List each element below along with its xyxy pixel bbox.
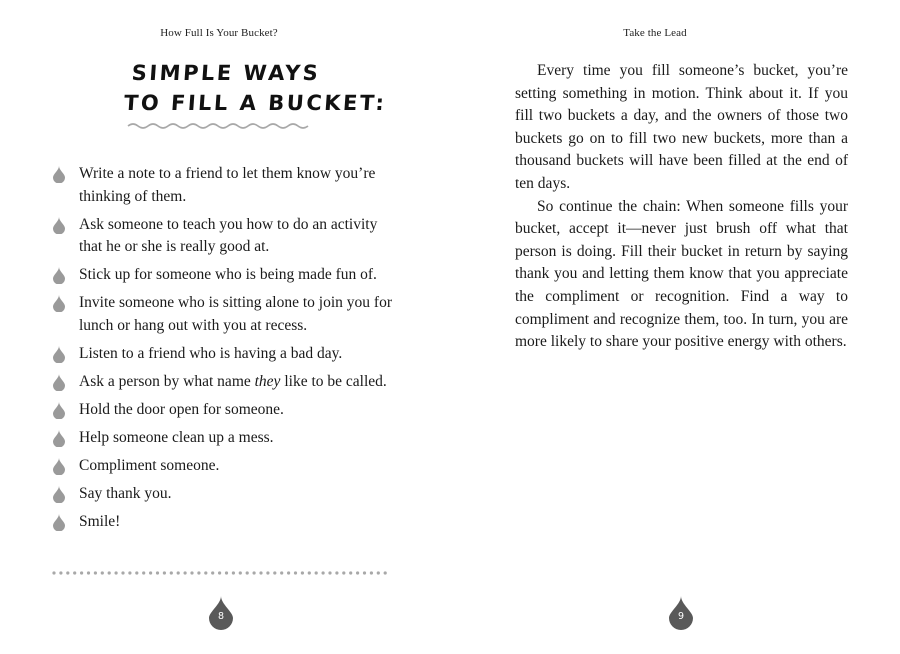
rule-dot (253, 571, 256, 574)
rule-dot (335, 571, 338, 574)
title-line-2: TO FILL A BUCKET: (123, 91, 388, 115)
list-item (52, 371, 392, 394)
droplet-bullet-icon (53, 402, 65, 419)
tip-text: Say thank you. (79, 484, 172, 502)
list-item (52, 343, 392, 366)
right-page (450, 0, 900, 654)
rule-dot (80, 571, 83, 574)
rule-dot (163, 571, 166, 574)
page-number-text: 8 (217, 611, 225, 622)
tip-text-emphasis: they (254, 372, 281, 390)
rule-dot (170, 571, 173, 574)
droplet-bullet-icon (53, 458, 65, 475)
list-item (52, 427, 392, 450)
rule-dot (94, 571, 97, 574)
rule-dot (280, 571, 283, 574)
rule-dot (128, 571, 131, 574)
list-item (52, 399, 392, 422)
rule-dot (239, 571, 242, 574)
tip-text: Help someone clean up a mess. (79, 428, 274, 446)
rule-dot (87, 571, 90, 574)
tip-text-after: like to be called. (280, 372, 387, 390)
tip-text: Hold the door open for someone. (79, 400, 284, 418)
droplet-bullet-icon (53, 217, 65, 234)
rule-dot (287, 571, 290, 574)
droplet-bullet-icon (53, 346, 65, 363)
tip-text (79, 373, 387, 390)
rule-dot (59, 571, 62, 574)
rule-dot (101, 571, 104, 574)
rule-dot (370, 571, 373, 574)
tip-text: Ask someone to teach you how to do an activity that he or she is really good at. (79, 215, 378, 255)
list-item (52, 292, 392, 337)
rule-dot (108, 571, 111, 574)
rule-dot (177, 571, 180, 574)
tip-text: Stick up for someone who is being made fun of. (79, 266, 377, 283)
rule-dot (190, 571, 193, 574)
rule-dot (66, 571, 69, 574)
page-number-text: 9 (677, 611, 685, 622)
rule-dot (322, 571, 325, 574)
rule-dot (225, 571, 228, 574)
droplet-bullet-icon (53, 295, 65, 312)
rule-dot (342, 571, 345, 574)
rule-dot (308, 571, 311, 574)
rule-dot (156, 571, 159, 574)
rule-dot (115, 571, 118, 574)
droplet-bullet-icon (53, 514, 65, 531)
paragraph: So continue the chain: When someone fills your bucket, accept it—never just brush off what that person is doing. Fill their bucket in return by saying thank you and letting them know that you appreciate the compliment or recognition. Find a way to compliment and recognize them, too. In turn, you are more likely to share your positive energy with others. (515, 197, 848, 351)
droplet-bullet-icon (53, 267, 65, 284)
rule-dot (232, 571, 235, 574)
rule-dot (356, 571, 359, 574)
rule-dot (315, 571, 318, 574)
list-item (52, 511, 392, 534)
list-item (52, 214, 392, 259)
rule-dot (121, 571, 124, 574)
section-title (123, 58, 388, 118)
tip-text: Invite someone who is sitting alone to join you for lunch or hang out with you at recess. (79, 294, 392, 334)
tip-text-before: Ask a person by what name (79, 372, 255, 390)
droplet-bullet-icon (53, 166, 65, 183)
rule-dot (377, 571, 380, 574)
rule-dot (211, 571, 214, 574)
rule-dot (273, 571, 276, 574)
rule-dot (218, 571, 221, 574)
paragraph: Every time you fill someone’s bucket, you’re setting something in motion. Think about it. If you fill two buckets a day, and the owners of those two buckets go on to fill two new buckets, more than a thousand buckets will have been filled at the end of ten days. (515, 62, 848, 192)
rule-dot (246, 571, 249, 574)
rule-dot (52, 571, 55, 574)
rule-dot (259, 571, 262, 574)
droplet-bullet-icon (53, 374, 65, 391)
rule-dot (197, 571, 200, 574)
rule-dot (363, 571, 366, 574)
tip-text: Compliment someone. (79, 456, 220, 474)
running-head-left: How Full Is Your Bucket? (160, 27, 278, 39)
rule-dot (301, 571, 304, 574)
tip-text: Listen to a friend who is having a bad day. (79, 344, 343, 362)
tips-list (52, 163, 392, 539)
rule-dot (384, 571, 387, 574)
list-item (52, 264, 392, 287)
list-item (52, 163, 392, 208)
body-text (515, 60, 848, 354)
rule-dot (294, 571, 297, 574)
rule-dot (149, 571, 152, 574)
title-line-1: SIMPLE WAYS (130, 61, 322, 85)
page-number-right (669, 596, 693, 630)
page-number-left (209, 596, 233, 630)
rule-dot (204, 571, 207, 574)
list-item (52, 455, 392, 478)
dotted-rule (52, 570, 388, 576)
tip-text: Write a note to a friend to let them know you’re thinking of them. (79, 165, 376, 205)
running-head-right: Take the Lead (623, 27, 687, 39)
rule-dot (184, 571, 187, 574)
rule-dot (142, 571, 145, 574)
rule-dot (349, 571, 352, 574)
rule-dot (266, 571, 269, 574)
list-item (52, 483, 392, 506)
tip-text: Smile! (79, 512, 121, 530)
rule-dot (135, 571, 138, 574)
droplet-bullet-icon (53, 430, 65, 447)
rule-dot (73, 571, 76, 574)
droplet-bullet-icon (53, 486, 65, 503)
rule-dot (328, 571, 331, 574)
wavy-rule (126, 121, 316, 131)
